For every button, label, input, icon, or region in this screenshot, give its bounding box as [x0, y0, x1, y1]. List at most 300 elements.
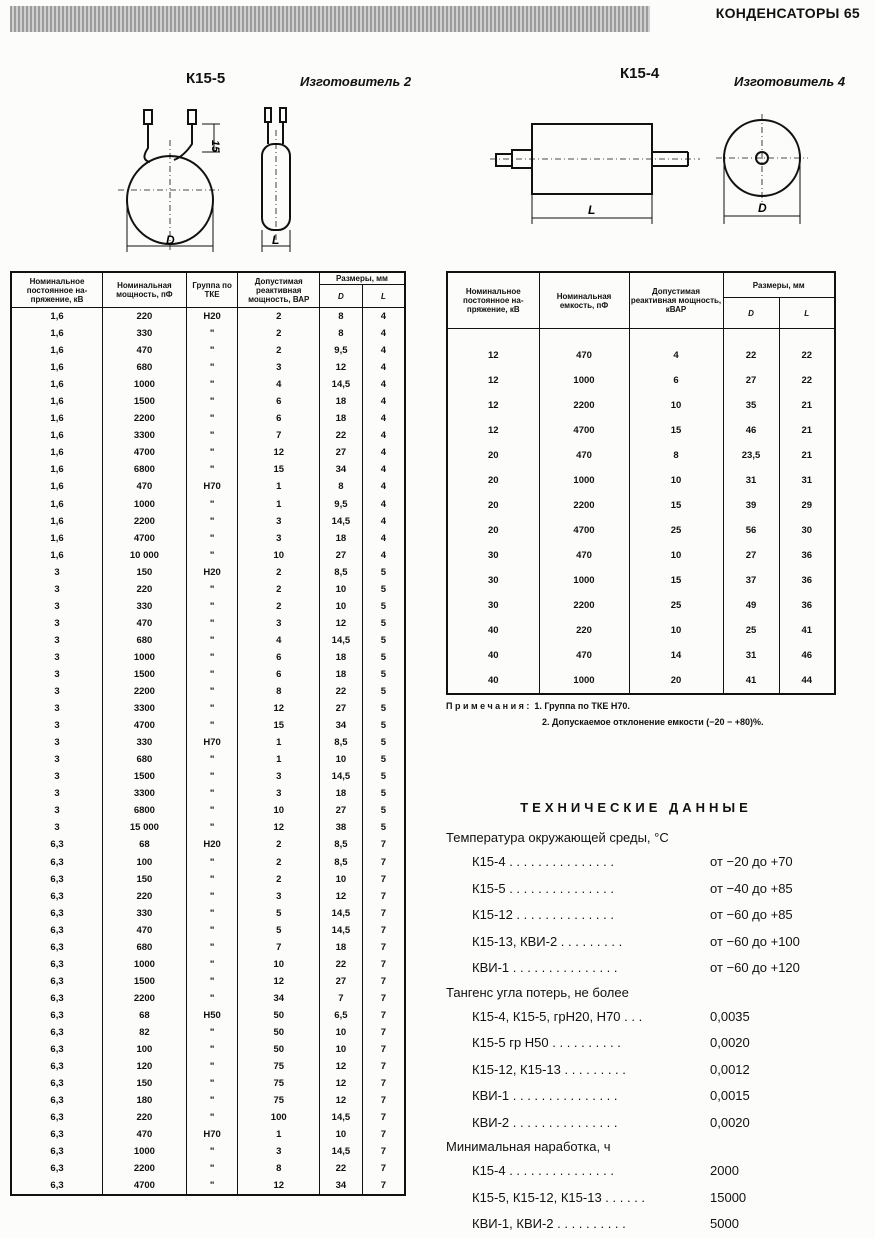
table-cell: 34: [320, 1177, 363, 1195]
table-cell: 15: [629, 568, 723, 593]
table-cell: 7: [320, 990, 363, 1007]
table-cell: 6,3: [11, 1075, 103, 1092]
table-cell: ": [186, 1143, 238, 1160]
table-cell: 7: [362, 956, 405, 973]
table-cell: 25: [629, 593, 723, 618]
table-row: [11, 393, 405, 410]
tech-section-heading: Минимальная наработка, ч: [446, 1139, 611, 1154]
table-cell: 3: [11, 683, 103, 700]
table-cell: 150: [103, 871, 187, 888]
k15-4-table: [446, 271, 836, 695]
table-cell: 8: [238, 683, 320, 700]
table-cell: ": [186, 1109, 238, 1126]
table-cell: 100: [103, 1041, 187, 1058]
table-cell: 150: [103, 1075, 187, 1092]
table-cell: 12: [320, 1058, 363, 1075]
table-cell: 1,6: [11, 547, 103, 564]
table-cell: 330: [103, 325, 187, 342]
table-cell: 40: [447, 618, 539, 643]
table-cell: 5: [362, 581, 405, 598]
table-cell: ": [186, 768, 238, 785]
tech-item-value: от −60 до +120: [710, 960, 800, 975]
table-cell: 4: [362, 308, 405, 326]
table-cell: 23,5: [723, 443, 779, 468]
table-cell: 8,5: [320, 564, 363, 581]
table-cell: 12: [238, 973, 320, 990]
table-cell: 22: [320, 956, 363, 973]
table-cell: 27: [723, 543, 779, 568]
table-cell: 4700: [103, 717, 187, 734]
table-cell: 18: [320, 666, 363, 683]
table-row: [11, 802, 405, 819]
table-row: [11, 1041, 405, 1058]
table-row: [11, 734, 405, 751]
table-cell: 5: [362, 717, 405, 734]
table-cell: ": [186, 802, 238, 819]
table-row: [11, 649, 405, 666]
table-cell: 44: [779, 668, 835, 694]
table-cell: 38: [320, 819, 363, 836]
table-row: [11, 666, 405, 683]
table-cell: 18: [320, 530, 363, 547]
table-row: [11, 342, 405, 359]
table-row: [11, 1058, 405, 1075]
table-cell: 2: [238, 325, 320, 342]
table-row: [447, 493, 835, 518]
table-cell: 7: [362, 1058, 405, 1075]
table-row: [447, 643, 835, 668]
table-row: [11, 871, 405, 888]
note-1-text: 1. Группа по ТКЕ Н70.: [534, 701, 630, 711]
table-row: [11, 768, 405, 785]
table-cell: 5: [362, 802, 405, 819]
table-cell: 6,3: [11, 922, 103, 939]
table-cell: 4: [362, 444, 405, 461]
table-cell: 34: [320, 717, 363, 734]
table-cell: 1,6: [11, 513, 103, 530]
table-cell: 12: [320, 1092, 363, 1109]
right-model-title: К15-4: [620, 65, 660, 82]
header-decoration-bar: [10, 6, 650, 32]
table-cell: 4: [362, 410, 405, 427]
table-row: [11, 444, 405, 461]
table-cell: 3: [11, 751, 103, 768]
table-cell: 14: [629, 643, 723, 668]
table-cell: 22: [779, 329, 835, 369]
table-cell: 220: [103, 581, 187, 598]
table-cell: ": [186, 376, 238, 393]
table-cell: 22: [320, 683, 363, 700]
col-power: Номинальная мощность, пФ: [103, 272, 187, 308]
table-cell: 5: [238, 922, 320, 939]
table-cell: 2200: [539, 393, 629, 418]
table-cell: 20: [447, 468, 539, 493]
table-cell: 1: [238, 734, 320, 751]
table-cell: 3: [11, 768, 103, 785]
table-row: [447, 593, 835, 618]
notes: [446, 698, 866, 730]
table-row: [11, 939, 405, 956]
table-cell: 330: [103, 905, 187, 922]
table-cell: 10: [238, 802, 320, 819]
table-cell: 7: [362, 973, 405, 990]
table-cell: 30: [779, 518, 835, 543]
tech-item-value: 5000: [710, 1216, 739, 1231]
table-cell: 3: [11, 700, 103, 717]
table-cell: 10: [320, 1041, 363, 1058]
table-row: [11, 973, 405, 990]
tech-data-title: ТЕХНИЧЕСКИЕ ДАННЫЕ: [520, 800, 752, 815]
table-row: [11, 325, 405, 342]
table-cell: 7: [362, 888, 405, 905]
table-cell: 220: [103, 1109, 187, 1126]
table-cell: 10: [320, 581, 363, 598]
left-manufacturer: Изготовитель 2: [300, 74, 412, 89]
table-cell: 12: [238, 819, 320, 836]
table-row: [11, 717, 405, 734]
table-cell: 27: [320, 444, 363, 461]
table-cell: 4: [362, 376, 405, 393]
table-cell: 3: [11, 615, 103, 632]
table-cell: 1,6: [11, 444, 103, 461]
tech-item-label: КВИ-1 . . . . . . . . . . . . . . .: [472, 1088, 618, 1103]
col-l: L: [362, 285, 405, 308]
table-cell: 6,3: [11, 956, 103, 973]
table-cell: 4700: [539, 418, 629, 443]
table-row: [447, 368, 835, 393]
table-cell: 6,3: [11, 1160, 103, 1177]
table-cell: 680: [103, 751, 187, 768]
table-cell: 1: [238, 478, 320, 495]
table-cell: 5: [362, 768, 405, 785]
table-cell: 2: [238, 854, 320, 871]
table-cell: 8: [629, 443, 723, 468]
table-cell: 5: [362, 700, 405, 717]
table-row: [11, 615, 405, 632]
table-cell: 10: [629, 618, 723, 643]
tech-item: [446, 1057, 846, 1084]
table-cell: 8: [320, 308, 363, 326]
table-cell: 7: [362, 905, 405, 922]
tech-item: [446, 1030, 846, 1057]
table-row: [11, 785, 405, 802]
table-cell: 220: [103, 308, 187, 326]
table-cell: 12: [447, 418, 539, 443]
table-cell: 5: [362, 683, 405, 700]
right-manufacturer: Изготовитель 4: [734, 74, 846, 89]
table-cell: 5: [362, 734, 405, 751]
tech-item-value: от −60 до +85: [710, 907, 793, 922]
table-cell: 5: [362, 649, 405, 666]
table-cell: 120: [103, 1058, 187, 1075]
table-cell: 1000: [539, 368, 629, 393]
table-cell: 4: [362, 513, 405, 530]
table-cell: 2200: [103, 990, 187, 1007]
table-cell: 18: [320, 410, 363, 427]
table-cell: 31: [723, 643, 779, 668]
table-cell: 2: [238, 836, 320, 853]
table-cell: 7: [362, 939, 405, 956]
table-cell: 6: [629, 368, 723, 393]
table-cell: 8,5: [320, 734, 363, 751]
table-cell: 12: [238, 700, 320, 717]
table-cell: 5: [362, 564, 405, 581]
table-cell: 40: [447, 668, 539, 694]
table-cell: 4: [238, 632, 320, 649]
table-cell: 21: [779, 393, 835, 418]
table-cell: 150: [103, 564, 187, 581]
table-cell: 68: [103, 1007, 187, 1024]
tech-item-value: от −20 до +70: [710, 854, 793, 869]
table-cell: 1,6: [11, 376, 103, 393]
table-cell: 1000: [103, 376, 187, 393]
table-cell: ": [186, 1160, 238, 1177]
table-cell: 7: [362, 922, 405, 939]
tech-item-label: К15-12, К15-13 . . . . . . . . .: [472, 1061, 626, 1077]
table-cell: 21: [779, 418, 835, 443]
table-cell: 3: [11, 581, 103, 598]
table-cell: 1: [238, 496, 320, 513]
table-cell: 18: [320, 649, 363, 666]
table-cell: 6,3: [11, 1058, 103, 1075]
table-cell: 6,3: [11, 1092, 103, 1109]
table-cell: 37: [723, 568, 779, 593]
table-cell: 8,5: [320, 836, 363, 853]
table-cell: ": [186, 751, 238, 768]
notes-label: Примечания:: [446, 701, 532, 711]
table-row: [11, 1007, 405, 1024]
note-1: [446, 698, 866, 714]
table-cell: 7: [362, 1109, 405, 1126]
table-cell: 3: [11, 649, 103, 666]
table-cell: 470: [103, 922, 187, 939]
col-size: Размеры, мм: [723, 272, 835, 298]
tech-item: [446, 1110, 846, 1137]
table-cell: ": [186, 461, 238, 478]
table-cell: ": [186, 683, 238, 700]
table-cell: 470: [539, 329, 629, 369]
table-cell: 36: [779, 568, 835, 593]
table-cell: 2200: [103, 513, 187, 530]
table-cell: 8: [238, 1160, 320, 1177]
table-cell: 2: [238, 581, 320, 598]
table-cell: 39: [723, 493, 779, 518]
table-cell: ": [186, 581, 238, 598]
tech-item: [446, 929, 846, 956]
table-cell: 1,6: [11, 308, 103, 326]
table-cell: 6: [238, 393, 320, 410]
table-cell: 36: [779, 593, 835, 618]
table-row: [11, 478, 405, 495]
table-cell: 12: [320, 1075, 363, 1092]
table-cell: 6,3: [11, 836, 103, 853]
table-cell: 4: [362, 530, 405, 547]
table-cell: 6: [238, 410, 320, 427]
table-cell: 6,3: [11, 1041, 103, 1058]
tech-item-value: от −60 до +100: [710, 933, 800, 949]
table-cell: 3: [11, 564, 103, 581]
table-row: [11, 461, 405, 478]
tech-item: [446, 1158, 846, 1185]
table-cell: 31: [723, 468, 779, 493]
col-d: D: [723, 298, 779, 329]
table-cell: ": [186, 513, 238, 530]
table-cell: 15: [238, 461, 320, 478]
table-cell: 46: [723, 418, 779, 443]
table-cell: ": [186, 598, 238, 615]
table-cell: 12: [447, 393, 539, 418]
table-row: [11, 496, 405, 513]
table-cell: 470: [539, 643, 629, 668]
table-row: [447, 393, 835, 418]
table-cell: 3: [11, 666, 103, 683]
table-cell: 7: [238, 427, 320, 444]
table-cell: 12: [447, 368, 539, 393]
table-cell: 100: [103, 854, 187, 871]
table-cell: 680: [103, 359, 187, 376]
table-row: [11, 922, 405, 939]
table-cell: ": [186, 530, 238, 547]
table-cell: 4: [362, 342, 405, 359]
table-row: [11, 1024, 405, 1041]
table-cell: ": [186, 939, 238, 956]
table-cell: 10: [238, 547, 320, 564]
table-cell: ": [186, 615, 238, 632]
col-size: Размеры, мм: [320, 272, 405, 285]
table-cell: 75: [238, 1058, 320, 1075]
table-cell: 10: [629, 393, 723, 418]
col-group: Группа по ТКЕ: [186, 272, 238, 308]
tech-item-label: КВИ-1 . . . . . . . . . . . . . . .: [472, 960, 618, 975]
table-cell: 12: [447, 329, 539, 369]
table-cell: 30: [447, 543, 539, 568]
table-cell: 1000: [103, 649, 187, 666]
note-2-text: 2. Допускаемое отклонение емкости (−20 − +80)%.: [542, 717, 764, 727]
table-cell: 10: [320, 598, 363, 615]
table-cell: 220: [539, 618, 629, 643]
table-row: [11, 564, 405, 581]
table-cell: ": [186, 359, 238, 376]
tech-item: [446, 849, 846, 876]
table-cell: 27: [320, 973, 363, 990]
table-cell: 4: [362, 496, 405, 513]
table-cell: 27: [320, 700, 363, 717]
left-model-title: К15-5: [186, 70, 226, 87]
table-cell: ": [186, 1177, 238, 1195]
table-cell: 1,6: [11, 427, 103, 444]
table-cell: 1,6: [11, 393, 103, 410]
k15-5-table: [10, 271, 406, 1196]
k15-4-drawing: [490, 112, 820, 232]
table-cell: 25: [629, 518, 723, 543]
table-cell: Н70: [186, 1126, 238, 1143]
table-cell: 41: [779, 618, 835, 643]
table-cell: 7: [238, 939, 320, 956]
table-cell: ": [186, 700, 238, 717]
table-cell: 3300: [103, 700, 187, 717]
table-row: [11, 598, 405, 615]
table-cell: 1,6: [11, 496, 103, 513]
table-cell: Н20: [186, 836, 238, 853]
table-cell: 6,3: [11, 871, 103, 888]
table-cell: 1000: [103, 956, 187, 973]
table-cell: 3: [11, 802, 103, 819]
table-cell: 8: [320, 478, 363, 495]
table-cell: 5: [362, 598, 405, 615]
table-cell: 4: [362, 547, 405, 564]
tech-item-label: К15-4, К15-5, грН20, Н70 . . .: [472, 1008, 643, 1024]
tech-item-value: 0,0035: [710, 1008, 750, 1024]
tech-item-label: К15-5, К15-12, К15-13 . . . . . .: [472, 1189, 646, 1205]
table-row: [11, 1126, 405, 1143]
table-row: [11, 1177, 405, 1195]
table-cell: 22: [320, 1160, 363, 1177]
tech-item-value: 0,0020: [710, 1114, 750, 1130]
table-cell: 6,3: [11, 1024, 103, 1041]
table-row: [11, 547, 405, 564]
table-cell: 3300: [103, 785, 187, 802]
table-cell: 470: [539, 543, 629, 568]
table-cell: 34: [320, 461, 363, 478]
table-cell: 3: [238, 530, 320, 547]
table-row: [447, 329, 835, 369]
tech-item-value: 15000: [710, 1189, 747, 1205]
table-cell: 4700: [103, 1177, 187, 1195]
table-cell: 12: [320, 359, 363, 376]
tech-item-label: К15-13, КВИ-2 . . . . . . . . .: [472, 933, 623, 949]
tech-item: [446, 1185, 846, 1212]
tech-item-value: от −40 до +85: [710, 880, 793, 896]
table-cell: 22: [779, 368, 835, 393]
page-header: КОНДЕНСАТОРЫ 65: [715, 5, 860, 21]
table-cell: 2: [238, 871, 320, 888]
table-cell: 20: [447, 518, 539, 543]
table-cell: 50: [238, 1041, 320, 1058]
table-cell: 7: [362, 854, 405, 871]
table-cell: 8: [320, 325, 363, 342]
table-cell: 100: [238, 1109, 320, 1126]
table-cell: 36: [779, 543, 835, 568]
table-cell: 3300: [103, 427, 187, 444]
table-row: [11, 956, 405, 973]
table-row: [11, 836, 405, 853]
table-cell: 46: [779, 643, 835, 668]
table-cell: 2: [238, 564, 320, 581]
table-cell: 470: [103, 1126, 187, 1143]
table-cell: 10: [629, 468, 723, 493]
table-cell: 7: [362, 1143, 405, 1160]
table-cell: 6,3: [11, 1126, 103, 1143]
table-cell: 25: [723, 618, 779, 643]
k15-5-drawing: [110, 100, 330, 260]
table-cell: 5: [362, 785, 405, 802]
table-cell: 30: [447, 593, 539, 618]
table-cell: 5: [362, 632, 405, 649]
table-cell: ": [186, 854, 238, 871]
tech-item: [446, 955, 846, 982]
table-cell: 680: [103, 632, 187, 649]
table-cell: 2200: [103, 683, 187, 700]
table-cell: 4700: [103, 444, 187, 461]
table-row: [447, 618, 835, 643]
table-cell: 1500: [103, 393, 187, 410]
table-cell: 29: [779, 493, 835, 518]
table-row: [447, 518, 835, 543]
table-cell: 1,6: [11, 359, 103, 376]
table-cell: Н20: [186, 308, 238, 326]
table-cell: 7: [362, 990, 405, 1007]
table-cell: 9,5: [320, 496, 363, 513]
